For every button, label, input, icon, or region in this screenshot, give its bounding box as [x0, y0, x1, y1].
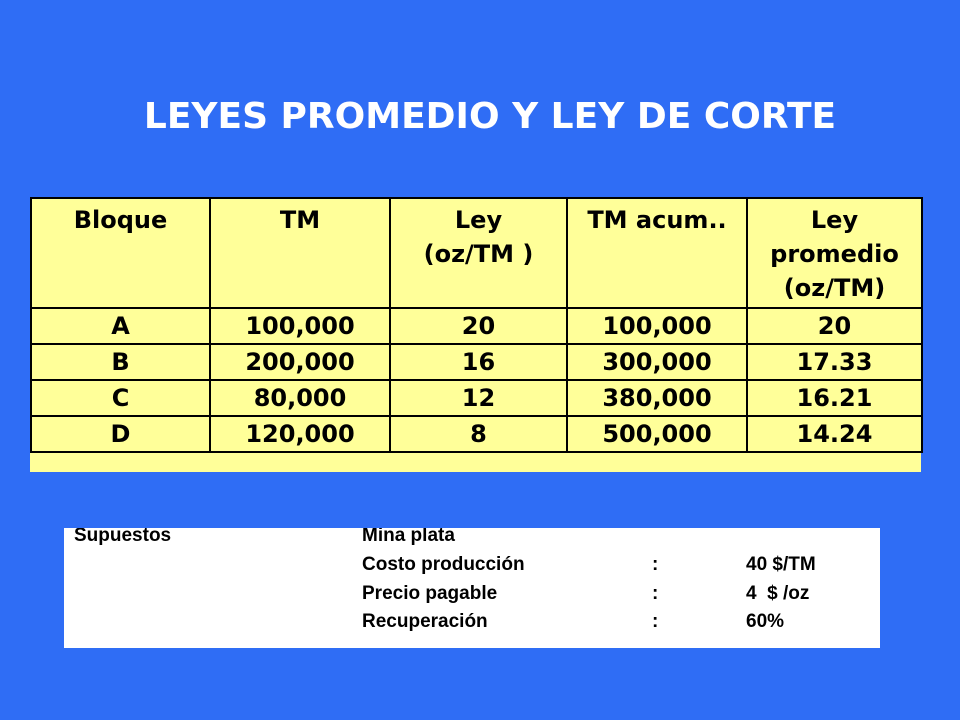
cell-ley-promedio: 14.24 — [747, 416, 922, 452]
cell-bloque: C — [31, 380, 210, 416]
cell-tm-acum: 500,000 — [567, 416, 747, 452]
assumption-value: 40 $/TM — [746, 554, 816, 575]
table-row — [31, 308, 922, 344]
table-row — [31, 416, 922, 452]
table-row — [31, 380, 922, 416]
cell-ley: 8 — [390, 416, 567, 452]
header-text: (oz/TM) — [783, 274, 886, 302]
assumption-name: Recuperación — [362, 611, 488, 632]
assumption-name: Costo producción — [362, 554, 525, 575]
cell-tm-acum: 380,000 — [567, 380, 747, 416]
assumption-value: 60% — [746, 611, 785, 632]
header-ley — [390, 198, 567, 308]
cell-ley: 20 — [390, 308, 567, 344]
cell-ley-promedio: 20 — [747, 308, 922, 344]
header-text: TM — [279, 206, 321, 234]
cell-bloque: D — [31, 416, 210, 452]
cell-bloque: A — [31, 308, 210, 344]
assumption-separator: : — [652, 611, 659, 632]
header-text: promedio — [770, 240, 899, 268]
page-title: LEYES PROMEDIO Y LEY DE CORTE — [143, 96, 837, 137]
cell-tm: 120,000 — [210, 416, 390, 452]
cell-ley: 12 — [390, 380, 567, 416]
cell-ley: 16 — [390, 344, 567, 380]
header-text: TM acum.. — [587, 206, 727, 234]
header-text: (oz/TM ) — [423, 240, 534, 268]
header-text: Ley — [454, 206, 503, 234]
assumptions-subtitle: Mina plata — [362, 528, 455, 546]
cell-tm: 100,000 — [210, 308, 390, 344]
cell-bloque: B — [31, 344, 210, 380]
table-row — [31, 344, 922, 380]
header-ley-promedio — [747, 198, 922, 308]
header-text: Bloque — [73, 206, 168, 234]
cell-ley-promedio: 17.33 — [747, 344, 922, 380]
cell-tm-acum: 300,000 — [567, 344, 747, 380]
cell-tm: 80,000 — [210, 380, 390, 416]
assumption-name: Precio pagable — [362, 583, 498, 604]
header-tm — [210, 198, 390, 308]
cell-ley-promedio: 16.21 — [747, 380, 922, 416]
assumption-value: 4 $ /oz — [746, 583, 810, 604]
header-bloque — [31, 198, 210, 308]
cell-tm: 200,000 — [210, 344, 390, 380]
assumptions-label: Supuestos — [74, 528, 172, 546]
grade-table — [30, 197, 923, 453]
table-header-row — [31, 198, 922, 308]
grade-table-container — [30, 197, 921, 472]
assumptions-panel — [64, 528, 880, 648]
header-text: Ley — [810, 206, 859, 234]
assumption-separator: : — [652, 554, 659, 575]
cell-tm-acum: 100,000 — [567, 308, 747, 344]
assumption-separator: : — [652, 583, 659, 604]
header-tm-acum — [567, 198, 747, 308]
